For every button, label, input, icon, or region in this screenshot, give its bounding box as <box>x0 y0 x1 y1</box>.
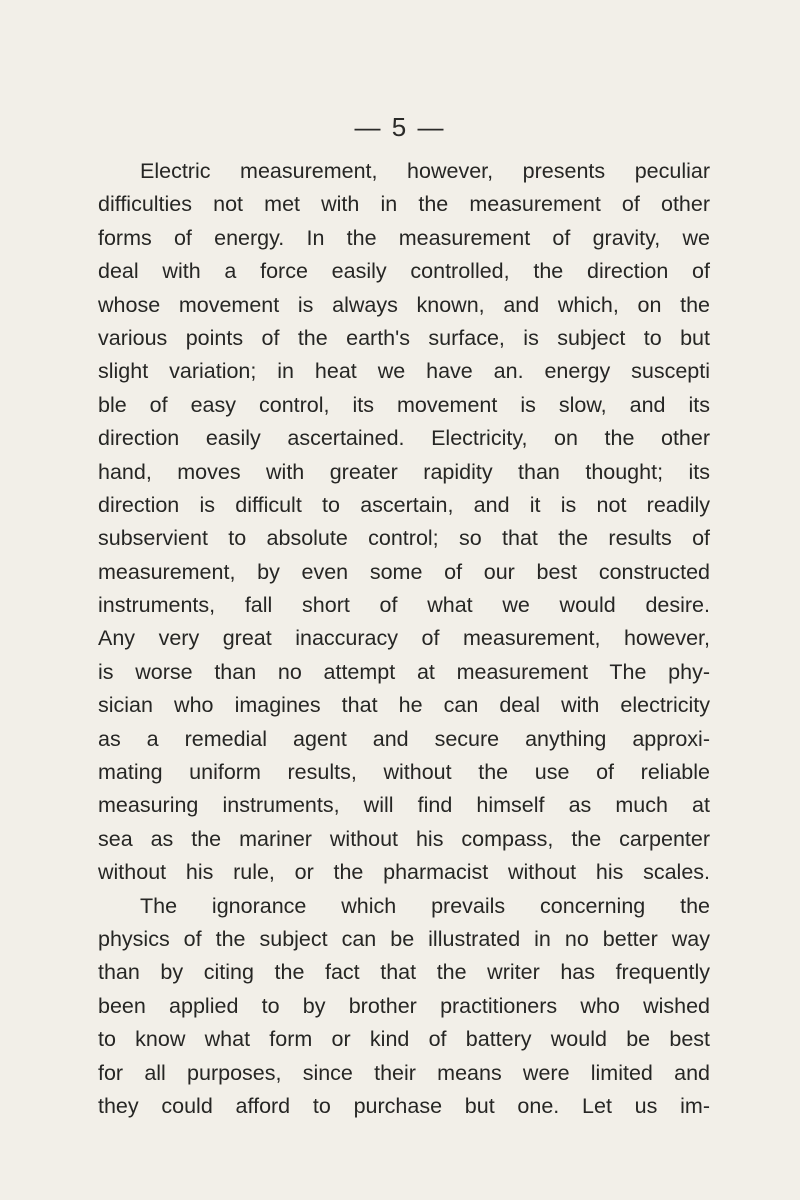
text-line: been applied to by brother practitioners who wished <box>98 993 710 1018</box>
text-line: to know what form or kind of battery would be best <box>98 1027 710 1052</box>
text-line: instruments, fall short of what we would desire. <box>98 593 710 618</box>
text-line: Electric measurement, however, presents peculiar <box>140 159 710 183</box>
text-line: as a remedial agent and secure anything approxi- <box>98 726 710 751</box>
text-line: various points of the earth's surface, is subject to but <box>98 325 710 350</box>
body-text <box>98 155 710 1123</box>
text-line: Any very great inaccuracy of measurement, however, <box>98 626 710 651</box>
text-line: without his rule, or the pharmacist without his scales. <box>98 860 710 885</box>
text-line: mating uniform results, without the use of reliable <box>98 760 710 785</box>
text-line: forms of energy. In the measurement of gravity, we <box>98 225 710 250</box>
text-line: measuring instruments, will find himself as much at <box>98 793 710 818</box>
text-line: for all purposes, since their means were limited and <box>98 1060 710 1085</box>
text-line: direction is difficult to ascertain, and it is not readily <box>98 492 710 517</box>
page-number: — 5 — <box>354 112 446 142</box>
text-line: physics of the subject can be illustrated in no better way <box>98 926 710 951</box>
text-line: they could afford to purchase but one. Let us im- <box>98 1093 710 1118</box>
text-line: subservient to absolute control; so that the results of <box>98 526 710 551</box>
text-line: sea as the mariner without his compass, the carpenter <box>98 826 710 851</box>
text-line: difficulties not met with in the measurement of other <box>98 192 710 217</box>
text-line: whose movement is always known, and which, on the <box>98 292 710 317</box>
text-line: slight variation; in heat we have an. energy suscepti <box>98 359 710 384</box>
text-line: ble of easy control, its movement is slow, and its <box>98 392 710 417</box>
text-line: deal with a force easily controlled, the direction of <box>98 259 710 284</box>
text-line: direction easily ascertained. Electricity, on the other <box>98 426 710 451</box>
text-line: The ignorance which prevails concerning the <box>140 893 710 918</box>
text-line: measurement, by even some of our best constructed <box>98 559 710 584</box>
text-line: is worse than no attempt at measurement The phy- <box>98 659 710 684</box>
text-line: sician who imagines that he can deal with electricity <box>98 693 710 718</box>
text-line: than by citing the fact that the writer has frequently <box>98 960 710 985</box>
text-line: hand, moves with greater rapidity than thought; its <box>98 459 710 484</box>
